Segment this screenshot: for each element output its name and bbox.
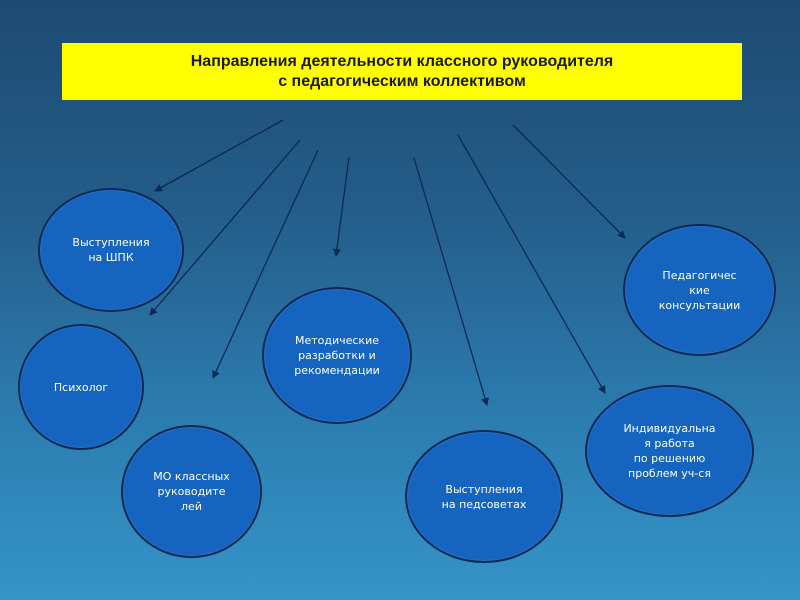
node-consultations-label: Педагогичес кие консультации: [658, 268, 741, 312]
node-psychologist: [18, 324, 144, 450]
arrow-to-shpk: [155, 120, 283, 191]
node-individual-label: Индивидуальна я работа по решению проблем уч-ся: [623, 422, 716, 480]
node-mo: [121, 425, 262, 558]
title-line-1: Направления деятельности классного руководителя: [190, 52, 614, 70]
arrow-to-consultations: [513, 125, 625, 238]
node-shpk-label: Выступления на ШПК: [72, 236, 150, 264]
node-shpk: [38, 188, 184, 312]
node-pedsovet-label: Выступления на педсоветах: [441, 482, 527, 511]
node-pedsovet: [405, 430, 563, 563]
arrow-to-pedsovet: [414, 158, 487, 405]
node-methodical-label: Методические разработки и рекомендации: [294, 334, 380, 377]
title-line-2: с педагогическим коллективом: [278, 72, 526, 90]
node-consultations: [623, 224, 776, 356]
node-methodical: [262, 287, 412, 424]
node-mo-label: МО классных руководите лей: [153, 470, 230, 513]
node-individual: [585, 385, 754, 517]
arrow-to-methodical: [336, 157, 349, 256]
node-psychologist-label: Психолог: [53, 380, 109, 394]
arrow-to-individual: [458, 135, 605, 393]
